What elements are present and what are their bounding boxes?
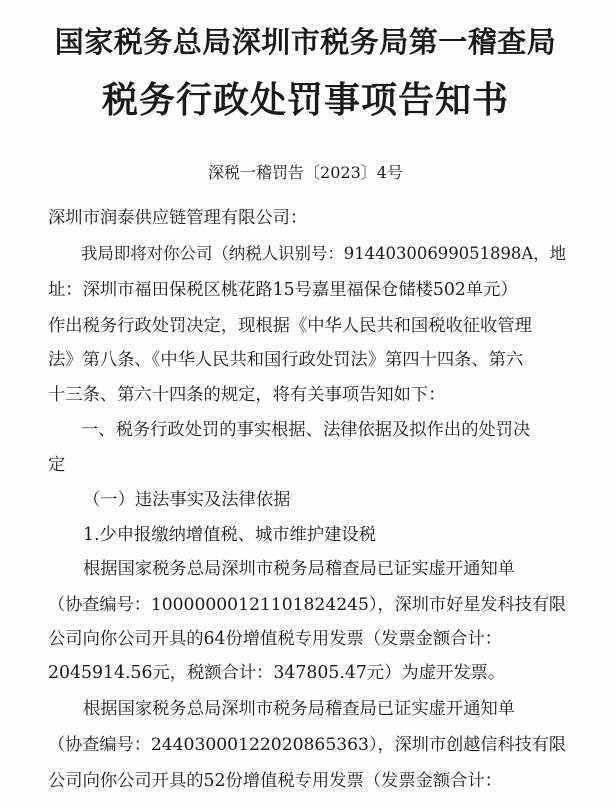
paragraph-line: （协查编号：24403000122020865363），深圳市创越信科技有限	[48, 735, 567, 755]
paragraph-line: 址：深圳市福田保税区桃花路15号嘉里福保仓储楼502单元）	[48, 280, 518, 300]
issuing-agency: 国家税务总局深圳市税务局第一稽查局	[54, 25, 557, 59]
document-number: 深税一稽罚告〔2023〕4号	[208, 163, 403, 182]
paragraph-line: 公司向你公司开具的52份增值税专用发票（发票金额合计：	[48, 771, 503, 791]
subsection-heading: （一）违法事实及法律依据	[83, 490, 291, 510]
paragraph-line: 2045914.56元，税额合计：347805.47元）为虚开发票。	[48, 663, 506, 683]
section-heading-continued: 定	[48, 455, 66, 475]
paragraph-line: 十三条、第六十四条的规定，将有关事项告知如下：	[48, 385, 446, 405]
paragraph-line: 法》第八条、《中华人民共和国行政处罚法》第四十四条、第六	[48, 350, 524, 370]
paragraph-line: （协查编号：10000000121101824245），深圳市好星发科技有限	[48, 595, 567, 615]
document-title: 税务行政处罚事项告知书	[101, 79, 509, 121]
section-heading: 一、税务行政处罚的事实根据、法律依据及拟作出的处罚决	[81, 420, 531, 440]
paragraph-line: 作出税务行政处罚决定，现根据《中华人民共和国税收征收管理	[48, 316, 532, 336]
paragraph-line: 根据国家税务总局深圳市税务局稽查局已证实虚开通知单	[83, 559, 516, 579]
paragraph-line: 公司向你公司开具的64份增值税专用发票（发票金额合计：	[48, 629, 503, 649]
item-heading: 1.少申报缴纳增值税、城市维护建设税	[83, 525, 376, 545]
paragraph-line: 我局即将对你公司（纳税人识别号：91440300699051898A，地	[81, 244, 567, 263]
addressee: 深圳市润泰供应链管理有限公司：	[48, 208, 308, 228]
paragraph-line: 根据国家税务总局深圳市税务局稽查局已证实虚开通知单	[83, 699, 516, 719]
